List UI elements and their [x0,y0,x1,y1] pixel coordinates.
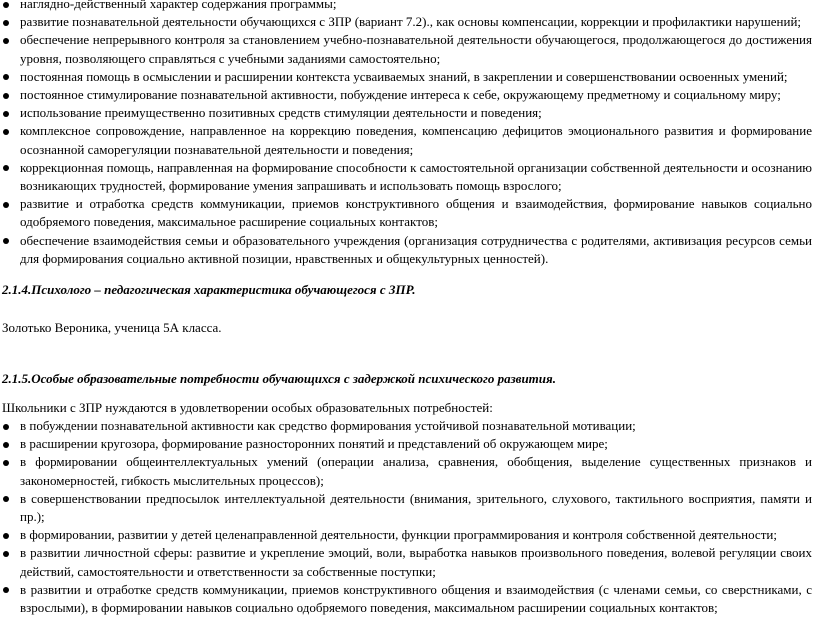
list-item [0,159,816,195]
list-item-text: в формировании общеинтеллектуальных умений (операции анализа, сравнения, обобщения, выделение существенных признаков и закономерностей, гибкость мыслительных процессов); [20,454,812,488]
list-item [0,453,816,489]
bullet-icon [3,238,9,244]
list-item-text: в развитии и отработке средств коммуникации, приемов конструктивного общения и взаимодействия (с членами семьи, со сверстниками, с взрослыми), в формировании навыков социально одобряемого поведения, максимальном расширении социальных контактов; [20,581,812,616]
list-item-text: в развитии личностной сферы: развитие и укрепление эмоций, воли, выработка навыков произвольного поведения, волевой регуляции своих действий, самостоятельности и ответственности за собственные поступки; [20,545,812,579]
list-item [0,13,816,31]
bullet-icon [3,2,9,8]
list-item [0,544,816,580]
list-item [0,417,816,435]
list-item-text: развитие и отработка средств коммуникации, приемов конструктивного общения и взаимодействия, формирование навыков социально одобряемого поведения, максимальное расширение социальных контактов; [20,196,812,230]
list-item [0,68,816,86]
list-item [0,31,816,67]
bullet-icon [3,460,9,466]
list-item [0,195,816,231]
bullet-icon [3,38,9,44]
bullet-icon [3,165,9,171]
list-item [0,104,816,122]
bullet-icon [3,20,9,26]
list-item-text: постоянная помощь в осмыслении и расширении контекста усваиваемых знаний, в закреплении и совершенствовании освоенных умений; [20,68,788,84]
list-item-text: наглядно-действенный характер содержания программы; [20,0,337,11]
principles-list [0,0,816,268]
bullet-icon [3,202,9,208]
bullet-icon [3,533,9,539]
bullet-icon [3,129,9,135]
list-item-text: в совершенствовании предпосылок интеллектуальной деятельности (внимания, зрительного, слухового, тактильного восприятия, памяти и пр.); [20,490,812,525]
needs-list [0,417,816,617]
bullet-icon [3,111,9,117]
bullet-icon [3,587,9,593]
list-item [0,86,816,104]
list-item-text: развитие познавательной деятельности обучающихся с ЗПР (вариант 7.2)., как основы компенсации, коррекции и профилактики нарушений; [20,14,802,30]
list-item [0,581,816,617]
list-item-text: коррекционная помощь, направленная на формирование способности к самостоятельной организации собственной деятельности и осознанию возникающих трудностей, формирование умения запрашивать и использовать помощь взрослого; [20,159,812,194]
list-item [0,490,816,526]
list-item-text: обеспечение взаимодействия семьи и образовательного учреждения (организация сотрудничества с родителями, активизация ресурсов семьи для формирования социально активной позиции, нравственных и общекультурных ценностей). [20,232,812,266]
list-item-text: в побуждении познавательной активности как средство формирования устойчивой познавательной мотивации; [20,418,636,434]
section-heading-special-needs: 2.1.5.Особые образовательные потребности обучающихся с задержкой психического развития. [2,371,556,387]
list-item-text: обеспечение непрерывного контроля за становлением учебно-познавательной деятельности обучающегося, продолжающегося до достижения уровня, позволяющего справляться с учебными заданиями самостоятельно; [20,32,812,66]
bullet-icon [3,442,9,448]
list-item-text: в формировании, развитии у детей целенаправленной деятельности, функции программирования и контроля собственной деятельности; [20,527,777,543]
bullet-icon [3,424,9,430]
bullet-icon [3,93,9,99]
list-item-text: постоянное стимулирование познавательной активности, побуждение интереса к себе, окружающему предметному и социальному миру; [20,87,781,103]
list-item-text: в расширении кругозора, формирование разносторонних понятий и представлений об окружающем мире; [20,436,608,452]
list-item-text: использование преимущественно позитивных средств стимуляции деятельности и поведения; [20,105,542,121]
list-item [0,232,816,268]
bullet-icon [3,496,9,502]
intro-paragraph: Школьники с ЗПР нуждаются в удовлетворении особых образовательных потребностей: [2,400,493,416]
section-heading-psych-characteristic: 2.1.4.Психолого – педагогическая характеристика обучающегося с ЗПР. [2,282,416,298]
bullet-icon [3,74,9,80]
list-item [0,435,816,453]
student-name: Золотько Вероника, ученица 5А класса. [2,320,222,336]
list-item [0,0,816,13]
list-item [0,526,816,544]
bullet-icon [3,551,9,557]
list-item [0,122,816,158]
list-item-text: комплексное сопровождение, направленное на коррекцию поведения, компенсацию дефицитов эмоционального развития и формирование осознанной саморегуляции познавательной деятельности и поведения; [20,123,812,157]
